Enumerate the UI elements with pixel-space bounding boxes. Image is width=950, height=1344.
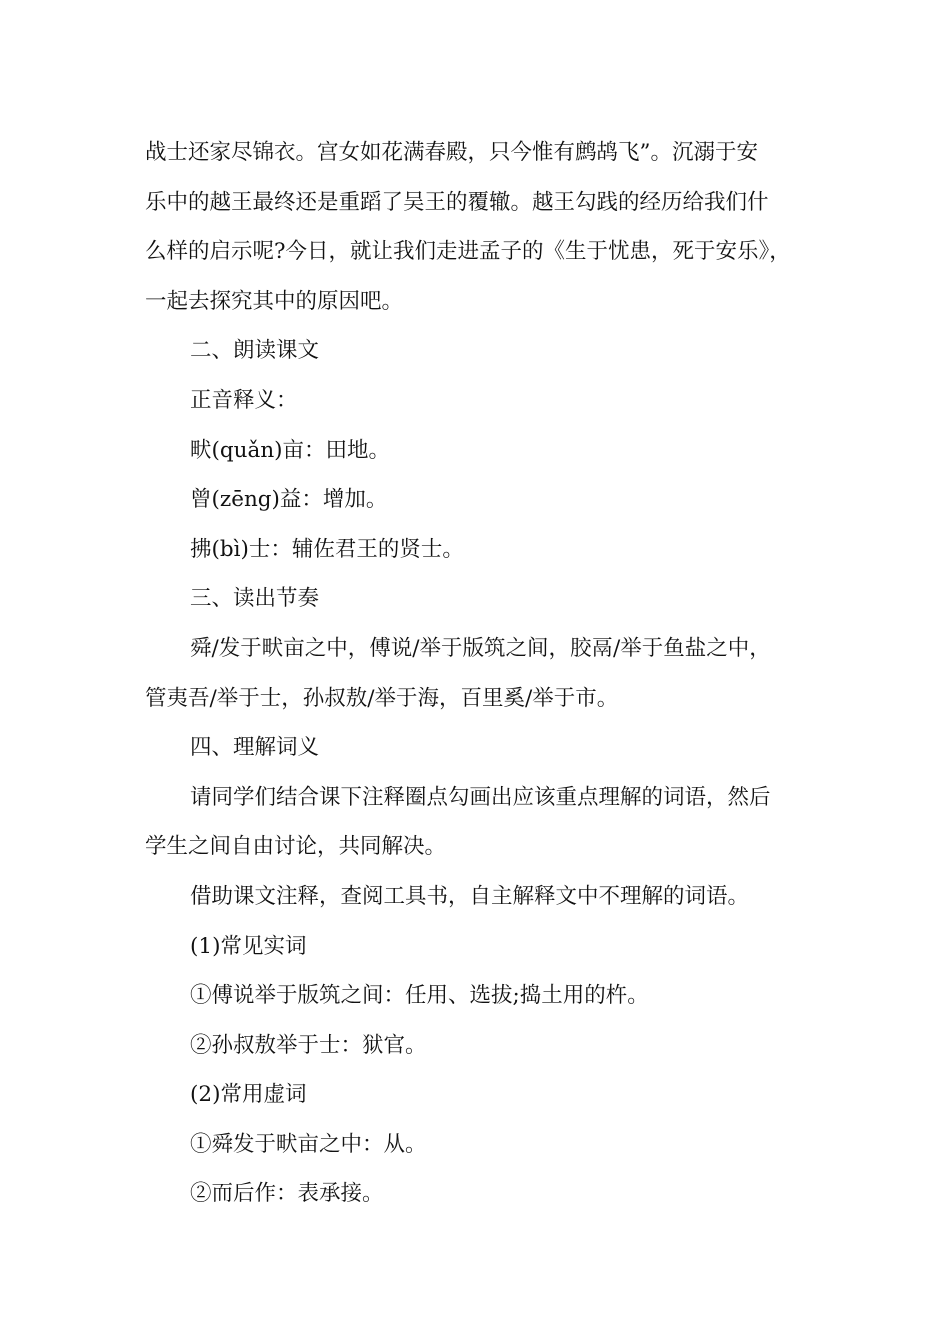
word-definition-item: ①傅说举于版筑之间：任用、选拔;捣土用的杵。	[190, 983, 649, 1009]
rhythm-paragraph-line: 管夷吾/举于士，孙叔敖/举于海，百里奚/举于市。	[145, 685, 619, 711]
word-definition-item: ①舜发于畎亩之中：从。	[190, 1131, 427, 1157]
vocab-item: 拂(bì)士：辅佐君王的贤士。	[190, 536, 464, 562]
word-definition-item: ②孙叔敖举于士：狱官。	[190, 1032, 427, 1058]
section-heading-reading: 二、朗读课文	[190, 338, 320, 364]
vocab-item: 曾(zēng)益：增加。	[190, 487, 388, 513]
subheading-content-words: (1)常见实词	[190, 933, 307, 959]
paragraph-line-continuation: 一起去探究其中的原因吧。	[145, 288, 404, 314]
paragraph-line-continuation: 乐中的越王最终还是重蹈了吴王的覆辙。越王勾践的经历给我们什	[145, 189, 769, 215]
instruction-paragraph-line: 借助课文注释，查阅工具书，自主解释文中不理解的词语。	[190, 883, 750, 909]
rhythm-paragraph-line: 舜/发于畎亩之中，傅说/举于版筑之间，胶鬲/举于鱼盐之中，	[190, 635, 771, 661]
instruction-paragraph-line: 请同学们结合课下注释圈点勾画出应该重点理解的词语，然后	[190, 784, 771, 810]
vocab-item: 畎(quǎn)亩：田地。	[190, 437, 391, 463]
paragraph-line-continuation: 战士还家尽锦衣。宫女如花满春殿，只今惟有鹧鸪飞”。沉溺于安	[145, 140, 758, 165]
document-body	[145, 128, 835, 1219]
word-definition-item: ②而后作：表承接。	[190, 1181, 384, 1207]
subheading-function-words: (2)常用虚词	[190, 1082, 307, 1108]
subheading-pronunciation: 正音释义：	[190, 387, 298, 413]
section-heading-meaning: 四、理解词义	[190, 735, 320, 761]
section-heading-rhythm: 三、读出节奏	[190, 586, 320, 612]
paragraph-line-continuation: 么样的启示呢?今日，就让我们走进孟子的《生于忧患，死于安乐》，	[145, 239, 791, 265]
instruction-paragraph-line: 学生之间自由讨论，共同解决。	[145, 834, 447, 860]
